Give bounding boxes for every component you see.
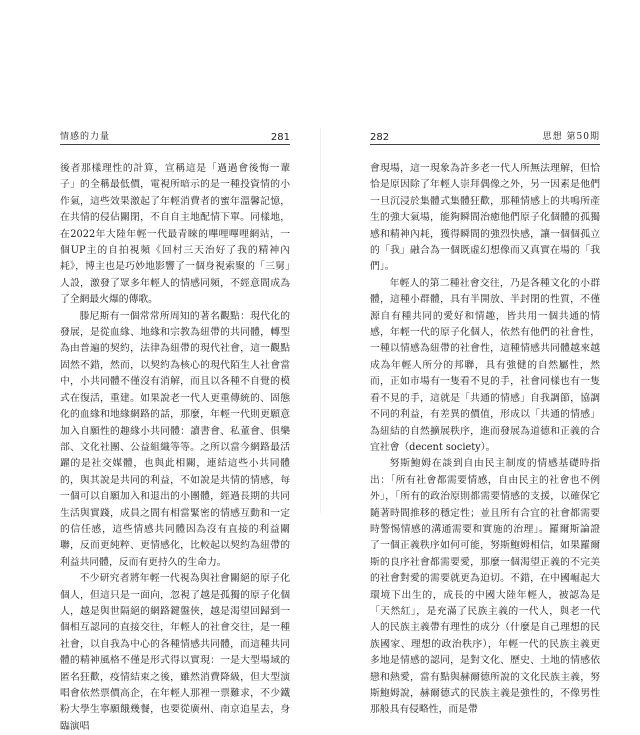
- paragraph: 不少研究者將年輕一代視為與社會關絕的原子化個人，但這只是一面向，忽視了越是孤獨的原子化個人，越是與世隔絕的網路鍵盤俠，越是渴望回歸到一個相互認同的直接交往，年輕人的社會交往，是一種社會，以自我為中心的各種情感共同體，而這種共同體的精神風格不僅是形式得以實現：一是大型場域的匿名狂歡，疫情結束之後，雖然消費降級，但大型演唱會依然票價高企，在年輕人那裡一票難求，不少鐵粉大學生寧願餓幾餐，也要從廣州、南京追星去，身臨演唱: [60, 573, 290, 732]
- paragraph: 後者那樣理性的計算，宣稱這是「過過會後悔一輩子」的全稱最低價，電視所暗示的是一種投資情的小作氣，這些效果激起了年輕消費者的蜜年溫馨記憶，在共情的侵佔關閉，不自自主地配情下單。同樣地，在2022年大陸年輕一代最青睞的嗶哩嗶哩網站，一個UP主的自拍視頻《回村三天治好了我的精神內耗》，博主也是巧妙地影響了一個身視索聚的「三舅」人設，激發了眾多年輕人的情感同頻，不經意間成為了全網最火爆的傳歌。: [60, 163, 290, 306]
- running-title: 思想 第50期: [542, 132, 600, 142]
- page-number: 282: [370, 132, 390, 143]
- page-header: [370, 128, 600, 145]
- paragraph: 會現場，這一現象為許多老一代人所無法理解，但恰恰是原因除了年輕人崇拜偶像之外，另一因素是他們一旦沉浸於集體式集體狂歡，那種情感上的共鳴所產生的強大氣場，能夠瞬間治癒他們原子化個體的孤獨感和精神內耗，獲得瞬間的強烈快感，讓一個個孤立的「我」融合為一個既虛幻想像而又真實在場的「我們」。: [370, 163, 600, 273]
- paragraph: 滕尼斯有一個常常所周知的著名觀點：現代化的發展，是從血緣、地緣和宗教為紐帶的共同體，轉型為由普遍的契約，法律為紐帶的現代社會，這一觀點固然不錯，然而，以契約為核心的現代陌生人社會當中，小共同體不僅沒有消解，而且以各種不自覺的模式在復活，重建。如果說老一代人更重傳統的、固態化的血緣和地緣網路的話，那麼，年輕一代則更願意加入自願性的趣緣小共同體：讀書會、私董會、俱樂部、文化社團、公益組織等等。之所以當今網路最活躍的是社交媒體，也與此相關，連結這些小共同體的，與其說是共同的利益，不如說是共情的情感，每一個可以自願加入和退出的小團體，經過長期的共同生活與實踐，成員之間有相當緊密的情感互動和一定的信任感，這些情感共同體因為沒有直接的利益關聯，反而更純粹、更情感化，比較起以契約為紐帶的利益共同體，反而有更持久的生命力。: [60, 310, 290, 568]
- running-title: 情感的力量: [60, 132, 111, 142]
- gutter-divider: [320, 128, 321, 513]
- right-page: [370, 128, 600, 716]
- left-page: [60, 128, 290, 732]
- page-number: 281: [270, 132, 290, 143]
- paragraph: 努斯鮑姆在談到自由民主制度的情感基礎時指出：「所有社會都需要情感，自由民主的社會也不例外」，「所有的政治原則都需要情感的支援，以確保它隨著時間推移的穩定性；並且所有合宜的社會都需要時警惕情感的溝通需要和實施的治理」。羅爾斯論證了一個正義秩序如何可能，努斯鮑姆相信，如果羅爾斯的良序社會都需要愛，那麼一個渴望正義的不完美的社會對愛的需要就更為迫切。不錯，在中國崛起大環境下出生的，成長的中國大陸年輕人，被認為是「天然紅」，是充滿了民族主義的一代人，與老一代人的民族主義帶有理性的成分（什麼是自己理想的民族國家、理想的政治秩序），年輕一代的民族主義更多地是情感的認同，是對文化、歷史、土地的情感依戀和熱愛，當有點與赫爾德所說的文化民族主義，努斯鮑姆說，赫爾德式的民族主義是強性的，不像男性那般具有侵略性，而是帶: [370, 458, 600, 716]
- paragraph: 年輕人的第二種社會交往，乃是各種文化的小群體，這種小群體，具有半開放、半封閉的性質，不僅源自有種共同的愛好和情趣，皆共用一個共通的情感，年輕一代的原子化個人，依然有他們的社會性，一種以情感為紐帶的社會性，這種情感共同體越來越成為年輕人所分的邦聯，具有強健的自然屬性，然而，正如市場有一隻看不見的手，社會同樣也有一隻看不見的手，這就是「共通的情感」自我調節，協調不同的利益，有差異的價值，形成以「共通的情感」為紐結的自然擴展秩序，進而發展為道德和正義的合宜社會（decent society）。: [370, 277, 600, 453]
- page-header: [60, 128, 290, 145]
